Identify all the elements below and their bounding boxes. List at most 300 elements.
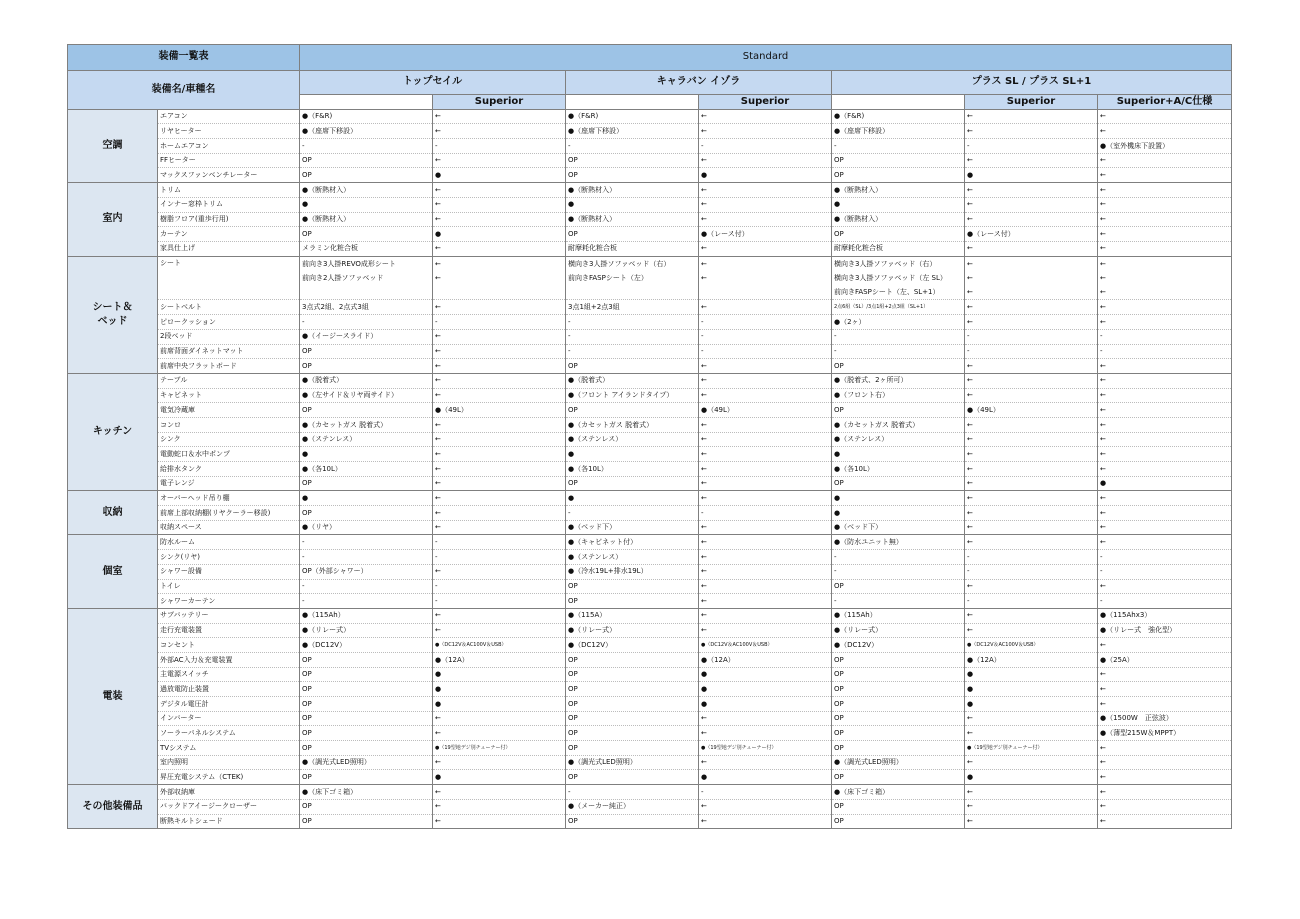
equipment-value: ●（調光式LED照明） [832, 755, 965, 770]
equipment-value: ← [699, 814, 832, 829]
equipment-value: ●（12A） [699, 652, 832, 667]
equipment-value: ← [965, 520, 1098, 535]
equipment-name: 昇圧充電システム（CTEK) [158, 770, 300, 785]
equipment-value: ← [965, 388, 1098, 403]
equipment-value: OP [300, 153, 433, 168]
equipment-value [300, 256, 433, 300]
equipment-value: ●（床下ゴミ箱） [300, 785, 433, 800]
equipment-value: ●（断熱材入） [300, 212, 433, 227]
equipment-value: ← [1098, 417, 1232, 432]
equipment-value: ← [433, 300, 566, 315]
equipment-value: OP [300, 359, 433, 374]
table-row [68, 608, 1232, 623]
equipment-value: ← [965, 315, 1098, 330]
equipment-value-line: 前向きFASPシート（左、SL+1） [834, 288, 940, 297]
equipment-value: OP [832, 359, 965, 374]
equipment-value: 2点6組（SL）/3点1組+2点3組（SL+1） [832, 300, 965, 315]
equipment-value: ← [1098, 124, 1232, 139]
equipment-value: ●（各10L） [566, 462, 699, 477]
table-row [68, 432, 1232, 447]
equipment-value: ● [300, 197, 433, 212]
equipment-name: 前席背面ダイネットマット [158, 344, 300, 359]
equipment-value: ● [832, 197, 965, 212]
equipment-value: 耐摩耗化粧合板 [832, 241, 965, 256]
equipment-value: ← [965, 579, 1098, 594]
equipment-value: ● [433, 667, 566, 682]
equipment-value: OP [566, 711, 699, 726]
equipment-value: ← [1098, 520, 1232, 535]
equipment-value: ← [1098, 741, 1232, 756]
equipment-value: - [699, 315, 832, 330]
category-cell: 室内 [68, 183, 158, 256]
table-row [68, 197, 1232, 212]
equipment-name: 電動蛇口＆水中ポンプ [158, 447, 300, 462]
equipment-value: ← [699, 153, 832, 168]
equipment-value: OP [566, 726, 699, 741]
equipment-value: ●（1500W 正弦波） [1098, 711, 1232, 726]
equipment-value: OP [832, 153, 965, 168]
equipment-value: OP [566, 153, 699, 168]
equipment-value-line: 横向き3人掛ソファベッド（左 SL） [834, 273, 947, 282]
equipment-value: ●（キャビネット付） [566, 535, 699, 550]
equipment-value: - [832, 564, 965, 579]
equipment-value: - [965, 550, 1098, 565]
equipment-value: ← [1098, 799, 1232, 814]
equipment-value: ●（ステンレス） [566, 432, 699, 447]
equipment-name: 走行充電装置 [158, 623, 300, 638]
equipment-value: ← [1098, 535, 1232, 550]
equipment-value: ← [433, 726, 566, 741]
equipment-value: ●（12A） [965, 652, 1098, 667]
equipment-value: ← [1098, 183, 1232, 198]
equipment-name: キャビネット [158, 388, 300, 403]
equipment-value: ← [699, 241, 832, 256]
equipment-value: ← [1098, 755, 1232, 770]
equipment-value: ← [433, 520, 566, 535]
equipment-value: OP [566, 168, 699, 183]
equipment-value: ●（冷水19L+排水19L） [566, 564, 699, 579]
equipment-value: ← [1098, 403, 1232, 418]
equipment-value: ●（室外機床下設置） [1098, 139, 1232, 154]
equipment-value: ← [699, 462, 832, 477]
equipment-value: ← [1098, 785, 1232, 800]
equipment-name: サブバッテリー [158, 608, 300, 623]
equipment-value [433, 256, 566, 300]
equipment-value: ← [965, 785, 1098, 800]
equipment-value: ← [965, 359, 1098, 374]
equipment-value: OP [566, 682, 699, 697]
equipment-value: ← [1098, 506, 1232, 521]
equipment-value: - [832, 550, 965, 565]
equipment-value: 耐摩耗化粧合板 [566, 241, 699, 256]
equipment-value: - [300, 579, 433, 594]
equipment-value: ← [433, 491, 566, 506]
equipment-value: ● [965, 770, 1098, 785]
equipment-table [67, 44, 1232, 829]
equipment-value: - [965, 329, 1098, 344]
equipment-value: ●（ステンレス） [300, 432, 433, 447]
equipment-value: ●（F&R) [832, 109, 965, 124]
table-row [68, 168, 1232, 183]
equipment-value: ●（DC12V） [832, 638, 965, 653]
equipment-value: ← [433, 241, 566, 256]
equipment-name: ソーラーパネルシステム [158, 726, 300, 741]
equipment-value-line: ← [967, 259, 973, 268]
equipment-value-line: ← [1100, 259, 1106, 268]
equipment-value: ● [699, 770, 832, 785]
equipment-value: ●（レース付） [965, 227, 1098, 242]
equipment-value: OP（外部シャワー） [300, 564, 433, 579]
equipment-value: OP [832, 652, 965, 667]
equipment-value-line: ← [435, 273, 441, 282]
category-cell: 電装 [68, 608, 158, 784]
equipment-value: 3点式2組、2点式3組 [300, 300, 433, 315]
equipment-value: - [433, 594, 566, 609]
equipment-value: OP [832, 682, 965, 697]
equipment-value: ●（脱着式） [300, 373, 433, 388]
table-row [68, 373, 1232, 388]
table-row [68, 770, 1232, 785]
equipment-value: ← [433, 212, 566, 227]
equipment-value: ← [1098, 373, 1232, 388]
category-cell: その他装備品 [68, 785, 158, 829]
equipment-value: ← [1098, 491, 1232, 506]
equipment-value: ← [965, 814, 1098, 829]
table-row [68, 329, 1232, 344]
equipment-value: OP [300, 799, 433, 814]
equipment-value: ●（脱着式、2ヶ所可） [832, 373, 965, 388]
sub-header-superior-ac: Superior+A/C仕様 [1098, 95, 1232, 110]
equipment-value: OP [832, 579, 965, 594]
equipment-value: ← [433, 417, 566, 432]
equipment-value: ← [433, 109, 566, 124]
table-row [68, 799, 1232, 814]
equipment-name: 室内照明 [158, 755, 300, 770]
category-cell: キッチン [68, 373, 158, 491]
equipment-value: ← [1098, 109, 1232, 124]
equipment-value: OP [300, 814, 433, 829]
equipment-name: 過放電防止装置 [158, 682, 300, 697]
equipment-value: ●（ベッド下） [566, 520, 699, 535]
equipment-value: ●（リレー式） [566, 623, 699, 638]
equipment-value: ● [433, 697, 566, 712]
equipment-value: ← [965, 153, 1098, 168]
equipment-value: ●（断熱材入） [832, 212, 965, 227]
equipment-value: ← [433, 344, 566, 359]
equipment-value: ← [433, 755, 566, 770]
equipment-value: ● [699, 168, 832, 183]
table-row [68, 535, 1232, 550]
table-row [68, 462, 1232, 477]
equipment-value: ● [699, 667, 832, 682]
equipment-value: - [566, 344, 699, 359]
equipment-value: ← [699, 491, 832, 506]
equipment-value: ← [699, 197, 832, 212]
equipment-value: ← [1098, 197, 1232, 212]
equipment-value: OP [300, 726, 433, 741]
equipment-value: ●（フロント アイランドタイプ） [566, 388, 699, 403]
equipment-value: ← [433, 124, 566, 139]
equipment-value: ← [1098, 315, 1232, 330]
equipment-value: OP [832, 697, 965, 712]
equipment-value: メラミン化粧合板 [300, 241, 433, 256]
category-cell: 個室 [68, 535, 158, 608]
equipment-value: ← [699, 476, 832, 491]
equipment-value: ●（レース付） [699, 227, 832, 242]
equipment-value: ← [699, 755, 832, 770]
equipment-value: ●（イージースライド） [300, 329, 433, 344]
equipment-value: ●（ベッド下） [832, 520, 965, 535]
table-row [68, 109, 1232, 124]
equipment-value: ← [699, 388, 832, 403]
name-label-header: 装備名/車種名 [68, 71, 300, 110]
equipment-value: ● [1098, 476, 1232, 491]
equipment-value: ●（メーカー純正） [566, 799, 699, 814]
equipment-value: ← [433, 814, 566, 829]
equipment-value: ← [433, 447, 566, 462]
table-row [68, 726, 1232, 741]
equipment-value: ●（リレー式 強化型） [1098, 623, 1232, 638]
equipment-value: - [1098, 594, 1232, 609]
equipment-value: ← [699, 799, 832, 814]
equipment-value: OP [300, 506, 433, 521]
equipment-value: OP [832, 799, 965, 814]
category-cell: 収納 [68, 491, 158, 535]
equipment-value: OP [566, 814, 699, 829]
equipment-value: ← [433, 623, 566, 638]
equipment-value: OP [832, 667, 965, 682]
equipment-name: デジタル電圧計 [158, 697, 300, 712]
equipment-value: ← [699, 550, 832, 565]
equipment-value: ← [965, 491, 1098, 506]
equipment-value: ●（調光式LED照明） [566, 755, 699, 770]
equipment-value: ← [965, 476, 1098, 491]
equipment-name: 電子レンジ [158, 476, 300, 491]
equipment-value: - [699, 344, 832, 359]
equipment-value: ← [433, 359, 566, 374]
table-row [68, 403, 1232, 418]
equipment-value: ← [965, 462, 1098, 477]
equipment-value: - [433, 550, 566, 565]
table-row [68, 241, 1232, 256]
table-row [68, 638, 1232, 653]
equipment-value: ← [699, 300, 832, 315]
table-row [68, 256, 1232, 300]
equipment-value [1098, 256, 1232, 300]
equipment-name: コンロ [158, 417, 300, 432]
equipment-name: リヤヒーター [158, 124, 300, 139]
equipment-value: ● [965, 667, 1098, 682]
table-row [68, 388, 1232, 403]
equipment-value [566, 256, 699, 300]
equipment-value-line: 前向き3人掛REVO成形シート [302, 259, 396, 268]
equipment-value: ●（DC12V＆AC100V＆USB） [965, 638, 1098, 653]
equipment-value: ●（カセットガス 脱着式） [300, 417, 433, 432]
equipment-value: - [300, 550, 433, 565]
sheet-title: 装備一覧表 [68, 45, 300, 71]
equipment-value: ← [433, 153, 566, 168]
equipment-value: ← [699, 594, 832, 609]
equipment-value: - [699, 785, 832, 800]
equipment-value: OP [300, 770, 433, 785]
equipment-name: シャワー設備 [158, 564, 300, 579]
equipment-value: OP [832, 168, 965, 183]
equipment-value: OP [832, 741, 965, 756]
equipment-name: ホームエアコン [158, 139, 300, 154]
equipment-name: シート [158, 256, 300, 300]
equipment-value: ← [699, 623, 832, 638]
equipment-value: ← [699, 711, 832, 726]
table-row [68, 755, 1232, 770]
equipment-value: ●（19型地デジ別チューナー付） [965, 741, 1098, 756]
equipment-name: 外部AC入力＆充電装置 [158, 652, 300, 667]
sub-header-superior: Superior [965, 95, 1098, 110]
equipment-value: ●（リレー式） [832, 623, 965, 638]
table-row [68, 579, 1232, 594]
equipment-name: ピロークッション [158, 315, 300, 330]
equipment-value: ← [965, 608, 1098, 623]
equipment-value: ● [433, 770, 566, 785]
equipment-value: ●（断熱材入） [566, 183, 699, 198]
equipment-value: ● [566, 197, 699, 212]
table-row [68, 564, 1232, 579]
equipment-value: ●（断熱材入） [300, 183, 433, 198]
equipment-value-line: ← [701, 259, 707, 268]
equipment-value: OP [566, 579, 699, 594]
equipment-value-line: ← [435, 259, 441, 268]
equipment-value: ← [433, 608, 566, 623]
table-row [68, 741, 1232, 756]
equipment-value: ● [699, 697, 832, 712]
equipment-value: ← [965, 726, 1098, 741]
equipment-value: ● [832, 491, 965, 506]
equipment-value: - [965, 139, 1098, 154]
equipment-value: - [965, 564, 1098, 579]
equipment-value: ●（25A） [1098, 652, 1232, 667]
equipment-value: ●（座席下移設） [832, 124, 965, 139]
equipment-value: ●（DC12V） [300, 638, 433, 653]
equipment-value: ← [699, 432, 832, 447]
equipment-name: 収納スペース [158, 520, 300, 535]
equipment-value: ← [699, 109, 832, 124]
equipment-value-line: ← [967, 273, 973, 282]
table-row [68, 697, 1232, 712]
equipment-name: 断熱キルトシェード [158, 814, 300, 829]
equipment-value: ← [699, 579, 832, 594]
table-row [68, 227, 1232, 242]
sub-header-superior: Superior [433, 95, 566, 110]
table-row [68, 124, 1232, 139]
equipment-value: ← [699, 359, 832, 374]
equipment-value: - [566, 506, 699, 521]
equipment-value: OP [300, 741, 433, 756]
equipment-value: ← [1098, 667, 1232, 682]
category-cell: 空調 [68, 109, 158, 182]
equipment-value: OP [300, 697, 433, 712]
model-header-caravan-isola: キャラバン イゾラ [566, 71, 832, 95]
equipment-value: - [433, 139, 566, 154]
equipment-value: OP [832, 403, 965, 418]
equipment-value: ← [1098, 462, 1232, 477]
equipment-name: オーバーヘッド吊り棚 [158, 491, 300, 506]
equipment-value: - [566, 329, 699, 344]
equipment-value: ●（座席下移設） [566, 124, 699, 139]
equipment-value: ← [699, 417, 832, 432]
equipment-value: ← [1098, 300, 1232, 315]
model-header-topsail: トップセイル [300, 71, 566, 95]
equipment-value: ●（115Ah） [300, 608, 433, 623]
table-row [68, 711, 1232, 726]
equipment-value: - [300, 139, 433, 154]
equipment-value: ← [699, 535, 832, 550]
equipment-value: ●（DC12V） [566, 638, 699, 653]
equipment-name: テーブル [158, 373, 300, 388]
equipment-value: OP [566, 403, 699, 418]
equipment-value: ← [1098, 697, 1232, 712]
equipment-value [832, 256, 965, 300]
equipment-value: ← [965, 197, 1098, 212]
equipment-value: OP [566, 594, 699, 609]
equipment-value-line: ← [967, 288, 973, 297]
equipment-value: ● [566, 447, 699, 462]
standard-header: Standard [300, 45, 1232, 71]
equipment-value: ← [1098, 682, 1232, 697]
equipment-value: OP [300, 168, 433, 183]
equipment-value: ●（DC12V＆AC100V＆USB） [699, 638, 832, 653]
equipment-value: ●（カセットガス 脱着式） [566, 417, 699, 432]
equipment-value: ← [1098, 814, 1232, 829]
table-row [68, 153, 1232, 168]
equipment-value: ← [699, 520, 832, 535]
equipment-value: ● [699, 682, 832, 697]
equipment-value-line: 前向きFASPシート（左） [568, 273, 648, 282]
equipment-value: ●（ステンレス） [832, 432, 965, 447]
equipment-name: トイレ [158, 579, 300, 594]
equipment-value: ● [433, 682, 566, 697]
equipment-name: インナー窓枠トリム [158, 197, 300, 212]
equipment-value: ← [1098, 153, 1232, 168]
equipment-value: ← [965, 183, 1098, 198]
equipment-value: OP [300, 682, 433, 697]
equipment-value: ●（調光式LED照明） [300, 755, 433, 770]
equipment-value: - [832, 594, 965, 609]
table-row [68, 550, 1232, 565]
equipment-value: ●（DC12V＆AC100V＆USB） [433, 638, 566, 653]
equipment-value: ● [965, 682, 1098, 697]
equipment-value: ●（リレー式） [300, 623, 433, 638]
equipment-name: シートベルト [158, 300, 300, 315]
equipment-value: ●（12A） [433, 652, 566, 667]
equipment-value: - [965, 594, 1098, 609]
equipment-value: ← [699, 564, 832, 579]
table-row [68, 447, 1232, 462]
equipment-value: ●（断熱材入） [566, 212, 699, 227]
equipment-value: 3点1組+2点3組 [566, 300, 699, 315]
table-row [68, 417, 1232, 432]
equipment-value-line: 前向き2人掛ソファベッド [302, 273, 384, 282]
category-cell: シート＆ ベッド [68, 256, 158, 373]
equipment-value: ← [965, 711, 1098, 726]
equipment-value: ●（115A） [566, 608, 699, 623]
equipment-value: OP [566, 227, 699, 242]
equipment-value: ●（各10L） [300, 462, 433, 477]
equipment-value: - [300, 315, 433, 330]
equipment-value: ← [699, 726, 832, 741]
equipment-value: - [1098, 344, 1232, 359]
equipment-value: ●（カセットガス 脱着式） [832, 417, 965, 432]
equipment-value: ●（49L） [965, 403, 1098, 418]
equipment-value: OP [300, 667, 433, 682]
